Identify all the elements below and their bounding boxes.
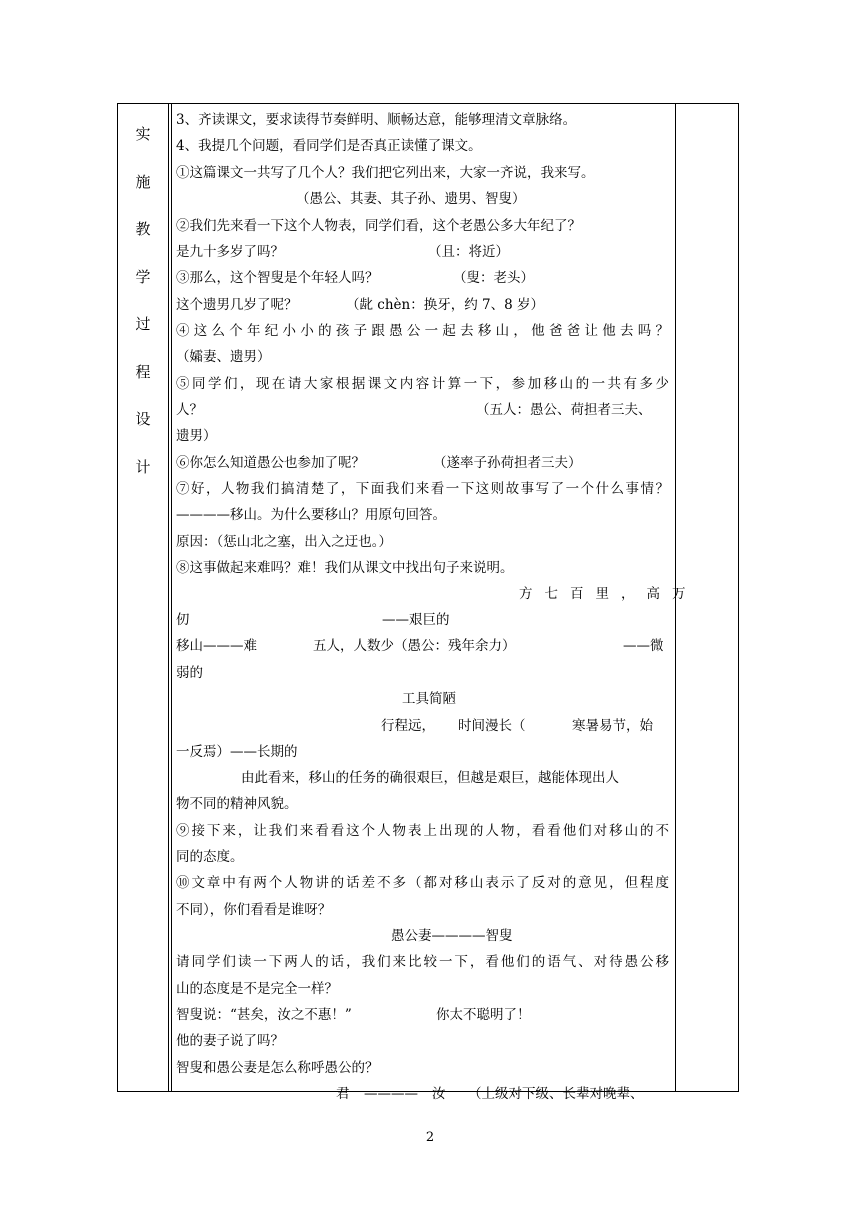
text-line: （遂率子孙荷担者三夫） — [433, 455, 582, 471]
text-line: 物不同的精神风貌。 — [176, 796, 298, 812]
text-line: 汝 — [432, 1086, 446, 1102]
text-line: （叟：老头） — [453, 270, 534, 286]
text-line: 遗男） — [176, 428, 217, 444]
text-line: ———— — [364, 1086, 418, 1102]
side-char: 程 — [135, 362, 151, 381]
side-char: 设 — [135, 410, 151, 428]
lesson-table — [117, 103, 739, 1102]
text-line: 是九十多岁了吗？ — [176, 244, 284, 260]
text-line: 仞 — [176, 612, 190, 628]
text-line: 智叟和愚公妻是怎么称呼愚公的？ — [176, 1060, 379, 1076]
text-line: 他的妻子说了吗？ — [176, 1033, 284, 1049]
side-char: 过 — [135, 315, 151, 333]
text-line: ⑨接下来，让我们来看看这个人物表上出现的人物，看看他们对移山的不 — [176, 823, 669, 839]
text-line: （龀 chèn：换牙，约 7、8 岁） — [346, 297, 544, 313]
text-line: 工具简陋 — [402, 691, 456, 707]
text-line: ③那么，这个智叟是个年轻人吗？ — [176, 270, 379, 286]
text-line: 行程远， — [381, 718, 435, 734]
text-line: （孀妻、遗男） — [176, 349, 271, 365]
text-line: 五人，人数少（愚公：残年余力） — [313, 638, 516, 654]
text-line: ⑧这事做起来难吗？难！我们从课文中找出句子来说明。 — [176, 560, 514, 576]
side-char: 学 — [135, 267, 151, 286]
text-line: 移山———难 — [176, 638, 257, 654]
text-line: 方七百里，高万 — [519, 586, 698, 602]
text-line: 山的态度是不是完全一样？ — [176, 981, 338, 997]
text-line: ⑤同学们，现在请大家根据课文内容计算一下，参加移山的一共有多少 — [176, 376, 669, 392]
column-divider — [168, 104, 169, 1091]
side-char: 实 — [135, 125, 151, 143]
text-line: （愚公、其妻、其子孙、遗男、智叟） — [296, 191, 526, 207]
text-line: ⑥你怎么知道愚公也参加了呢？ — [176, 455, 365, 471]
text-line: 一反焉）——长期的 — [176, 744, 298, 760]
text-line: 由此看来，移山的任务的确很艰巨，但越是艰巨，越能体现出人 — [241, 770, 619, 786]
text-line: ⑦好，人物我们搞清楚了，下面我们来看一下这则故事写了一个什么事情？ — [176, 481, 669, 497]
text-line: 时间漫长（ — [458, 718, 526, 734]
text-line: （且：将近） — [428, 244, 509, 260]
text-line: ④这么个年纪小小的孩子跟愚公一起去移山，他爸爸让他去吗？ — [176, 323, 669, 339]
text-line: ②我们先来看一下这个人物表，同学们看，这个老愚公多大年纪了？ — [176, 218, 581, 234]
text-line: 原因：（惩山北之塞，出入之迂也。） — [176, 534, 392, 550]
text-line: 你太不聪明了！ — [436, 1007, 531, 1023]
text-line: ——艰巨的 — [382, 612, 450, 628]
page-number: 2 — [425, 1130, 435, 1145]
text-line: 不同），你们看看是谁呀？ — [176, 902, 332, 918]
text-line: 寒暑易节，始 — [572, 718, 653, 734]
text-line: 君 — [336, 1086, 350, 1102]
text-line: 请同学们读一下两人的话，我们来比较一下，看他们的语气、对待愚公移 — [176, 954, 669, 970]
text-line: 3、齐读课文，要求读得节奏鲜明、顺畅达意，能够理清文章脉络。 — [176, 112, 577, 128]
text-line: （五人：愚公、荷担者三夫、 — [476, 402, 652, 418]
text-line: 4、我提几个问题，看同学们是否真正读懂了课文。 — [176, 138, 482, 154]
text-line: ①这篇课文一共写了几个人？我们把它列出来，大家一齐说，我来写。 — [176, 165, 595, 181]
text-line: 智叟说：“甚矣，汝之不惠！” — [176, 1007, 352, 1023]
side-char: 计 — [135, 457, 151, 476]
text-line: 这个遗男几岁了呢？ — [176, 297, 298, 313]
side-char: 教 — [135, 220, 151, 238]
text-line: 愚公妻————智叟 — [391, 928, 513, 944]
side-label — [118, 124, 168, 504]
text-line: （上级对下级、长辈对晚辈、 — [468, 1086, 644, 1102]
text-line: ————移山。为什么要移山？用原句回答。 — [176, 507, 446, 523]
side-char: 施 — [135, 172, 151, 191]
text-line: 同的态度。 — [176, 849, 244, 865]
text-line: ——微 — [623, 638, 664, 654]
text-line: 弱的 — [176, 665, 203, 681]
column-divider — [171, 104, 172, 1091]
text-line: 人？ — [176, 402, 203, 418]
text-line: ⑩文章中有两个人物讲的话差不多（都对移山表示了反对的意见，但程度 — [176, 875, 669, 891]
